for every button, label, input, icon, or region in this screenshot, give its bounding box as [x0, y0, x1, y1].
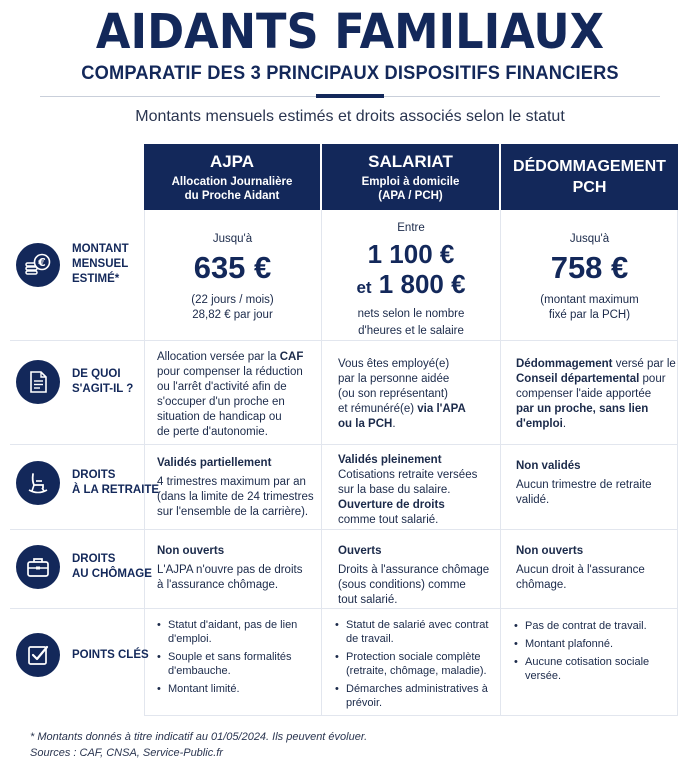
cell-montant-ajpa: Jusqu'à 635 € (22 jours / mois) 28,82 € par jour: [144, 232, 321, 323]
list-item: • Montant plafonné.: [514, 637, 674, 651]
cell-points-ajpa: [157, 618, 319, 700]
list-item: • Statut de salarié avec contrat de travail.: [335, 618, 495, 646]
row-divider: [10, 340, 678, 341]
row-label-quoi: [16, 360, 133, 404]
coins-icon: [16, 243, 60, 287]
list-item: • Montant limité.: [157, 682, 319, 696]
column-title: DÉDOMMAGEMENT PCH: [513, 158, 666, 196]
column-header-ajpa: [144, 144, 320, 210]
row-label-text: DROITS À LA RETRAITE: [72, 469, 160, 496]
list-item: • Démarches administratives à prévoir.: [335, 682, 495, 710]
column-subtitle: Allocation Journalière du Proche Aidant: [171, 176, 293, 202]
list-item: • Aucune cotisation sociale versée.: [514, 655, 674, 683]
cell-points-pch: [514, 619, 674, 687]
divider-accent: [316, 94, 384, 98]
row-label-text: DE QUOI S'AGIT-IL ?: [72, 368, 134, 395]
cell-chomage-ajpa: Non ouverts L'AJPA n'ouvre pas de droits à l'assurance chômage.: [157, 545, 303, 591]
cell-montant-pch: Jusqu'à 758 € (montant maximum fixé par la PCH): [501, 232, 678, 323]
row-label-retraite: [16, 461, 159, 505]
row-label-chomage: [16, 545, 152, 589]
cell-chomage-salariat: Ouverts Droits à l'assurance chômage (sous conditions) comme tout salarié.: [338, 545, 490, 606]
list-item: • Statut d'aidant, pas de lien d'emploi.: [157, 618, 319, 646]
column-header-pch: [501, 144, 678, 210]
row-label-montant: [16, 242, 129, 287]
row-label-text: DROITS AU CHÔMAGE: [72, 553, 152, 580]
footnote: * Montants donnés à titre indicatif au 01/05/2024. Ils peuvent évoluer. Sources : CAF, CNSA, Service-Public.fr: [30, 731, 368, 759]
page-title: AIDANTS FAMILIAUX: [95, 4, 605, 60]
row-label-points: [16, 633, 149, 677]
list-item: • Souple et sans formalités d'embauche.: [157, 650, 319, 678]
list-item: • Protection sociale complète (retraite, chômage, maladie).: [335, 650, 495, 678]
cell-retraite-pch: Non validés Aucun trimestre de retraite validé.: [516, 460, 652, 506]
row-label-text: MONTANT MENSUEL ESTIMÉ*: [72, 243, 129, 285]
lead-text: Montants mensuels estimés et droits associés selon le statut: [135, 108, 565, 125]
row-label-text: POINTS CLÉS: [72, 648, 149, 661]
cell-points-salariat: [335, 618, 495, 714]
cell-montant-salariat: Entre 1 100 € et 1 800 € nets selon le nombre d'heures et le salaire: [322, 221, 500, 340]
column-subtitle: Emploi à domicile (APA / PCH): [361, 176, 460, 202]
checkbox-icon: [16, 633, 60, 677]
list-item: • Pas de contrat de travail.: [514, 619, 674, 633]
cell-chomage-pch: Non ouverts Aucun droit à l'assurance chômage.: [516, 545, 645, 591]
svg-text:€: €: [38, 255, 46, 269]
amount-value: 1 100 €: [367, 239, 455, 269]
page-subtitle: COMPARATIF DES 3 PRINCIPAUX DISPOSITIFS FINANCIERS: [81, 63, 619, 84]
cell-quoi-ajpa: Allocation versée par la CAF pour compenser la réduction ou l'arrêt d'activité afin de s'occuper d'un proche en situation de handicap ou de perte d'autonomie.: [157, 351, 304, 438]
column-header-salariat: [322, 144, 499, 210]
column-title: AJPA: [209, 152, 255, 171]
column-title: SALARIAT: [368, 152, 453, 171]
briefcase-icon: [16, 545, 60, 589]
cell-retraite-ajpa: Validés partiellement 4 trimestres maximum par an (dans la limite de 24 trimestres sur l'ensemble de la carrière).: [157, 457, 314, 518]
row-divider: [10, 529, 678, 530]
amount-value: et 1 800 €: [356, 269, 466, 299]
document-icon: [16, 360, 60, 404]
cell-retraite-salariat: Validés pleinement Cotisations retraite versées sur la base du salaire. Ouverture de droits comme tout salarié.: [338, 454, 478, 526]
cell-quoi-salariat: Vous êtes employé(e) par la personne aidée (ou son représentant) et rémunéré(e) via l'APA ou la PCH.: [338, 358, 466, 430]
cell-quoi-pch: Dédommagement versé par le Conseil départemental pour compenser l'aide apportée par un proche, sans lien d'emploi.: [516, 358, 676, 430]
row-divider: [10, 444, 678, 445]
amount-value: 635 €: [193, 250, 272, 285]
rocking-chair-icon: [16, 461, 60, 505]
amount-value: 758 €: [550, 250, 629, 285]
row-divider: [10, 608, 678, 609]
